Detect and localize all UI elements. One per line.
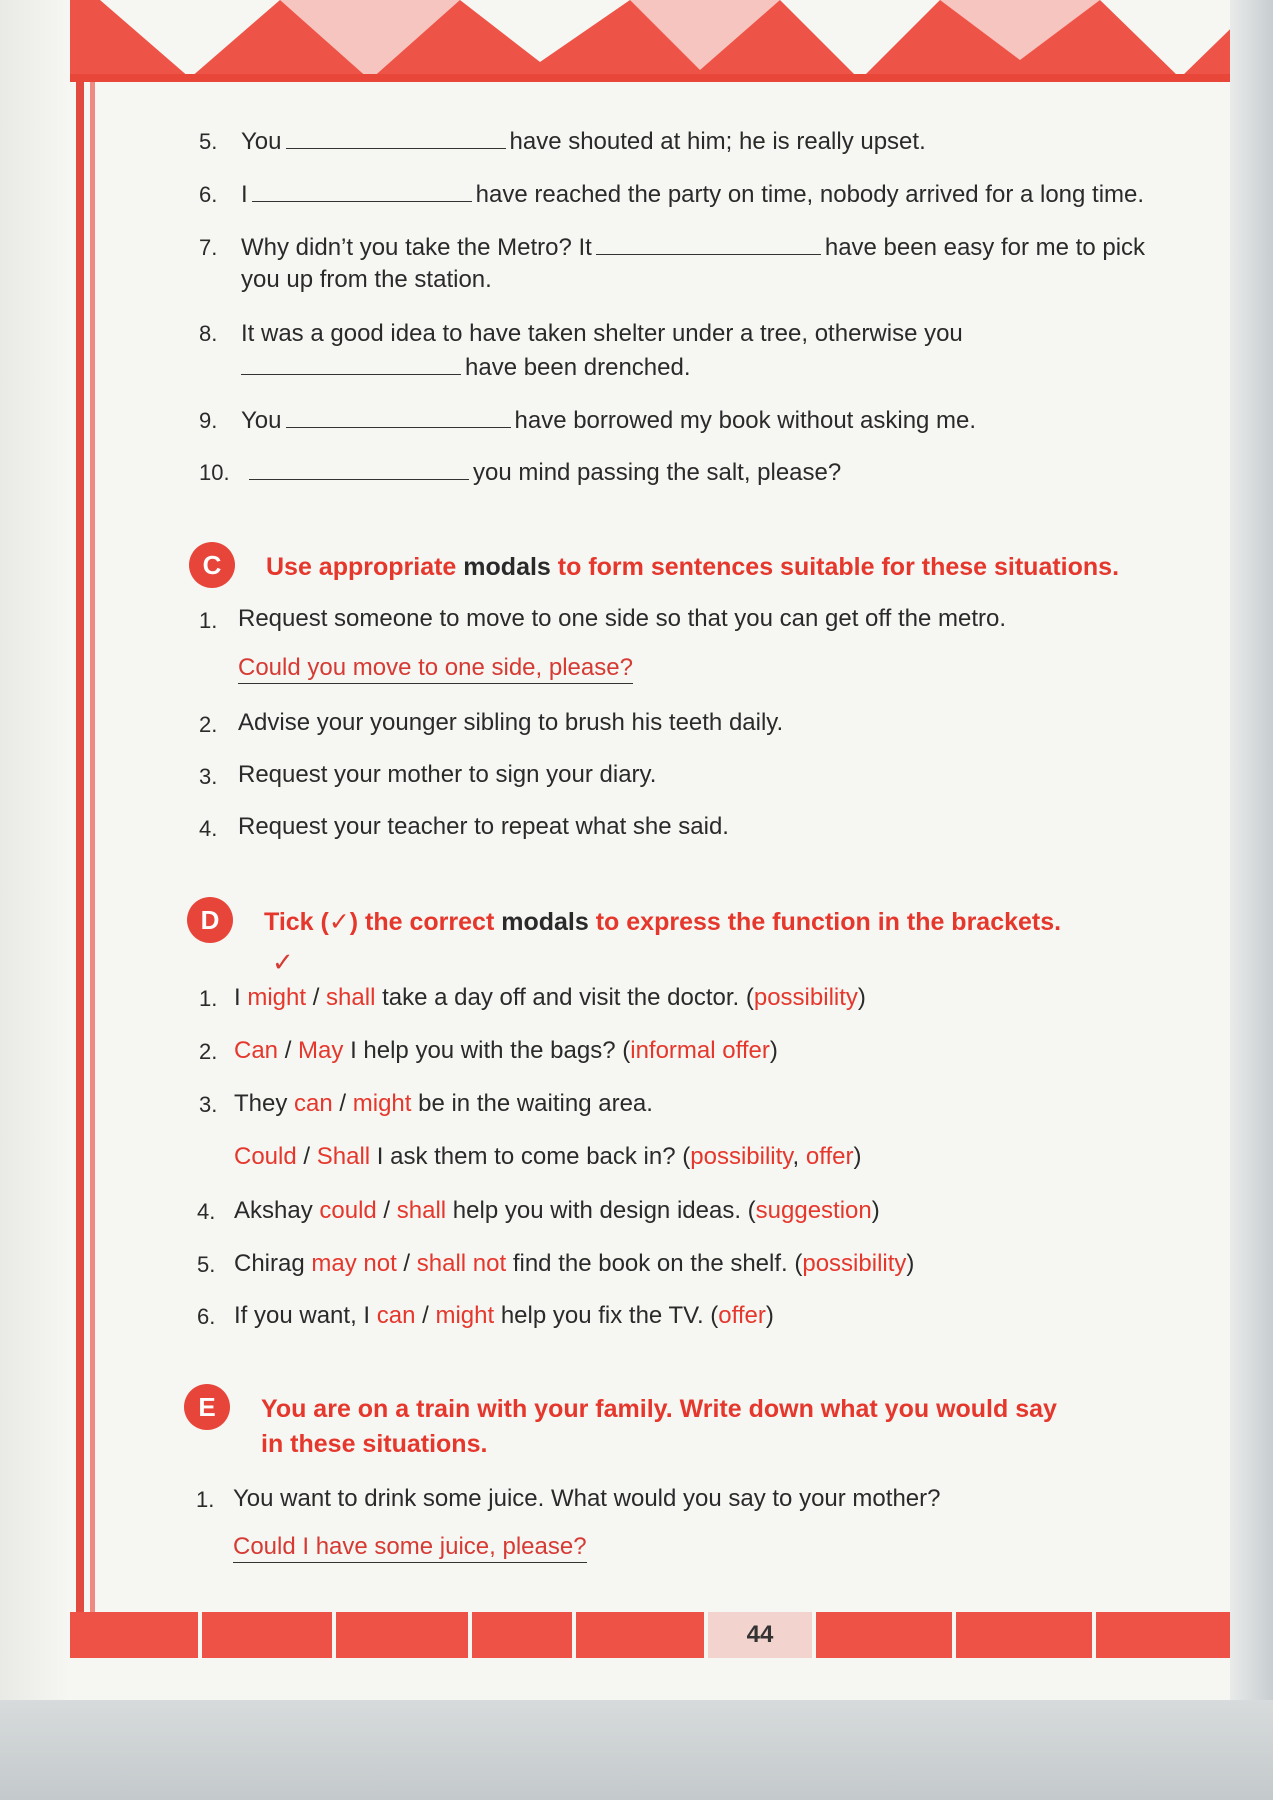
answer-blank[interactable] bbox=[286, 409, 511, 428]
exercise-b-item-7: Why didn’t you take the Metro? It have been easy for me to pick bbox=[241, 234, 1146, 261]
section-e-title-line-1: You are on a train with your family. Write down what you would say bbox=[261, 1395, 1057, 1423]
exercise-d-item-6: If you want, I can / might help you fix the TV. (offer) bbox=[234, 1302, 774, 1329]
exercise-c-item-1-answer: Could you move to one side, please? bbox=[238, 654, 633, 682]
scan-background bbox=[0, 1700, 1273, 1800]
item-number: 9. bbox=[199, 408, 218, 433]
item-number: 5. bbox=[197, 1252, 216, 1277]
option-1[interactable]: Could bbox=[234, 1143, 297, 1170]
page-number: 44 bbox=[708, 1612, 812, 1658]
option-2[interactable]: May bbox=[298, 1037, 344, 1064]
section-e-title-line-2: in these situations. bbox=[261, 1430, 488, 1458]
exercise-b-item-8-continued: have been drenched. bbox=[241, 354, 691, 382]
footer-segment bbox=[576, 1612, 704, 1658]
item-number: 4. bbox=[199, 816, 218, 841]
footer-segment bbox=[956, 1612, 1092, 1658]
option-1[interactable]: can bbox=[294, 1090, 333, 1117]
option-2[interactable]: shall bbox=[396, 1197, 447, 1224]
section-d-badge: D bbox=[187, 897, 233, 943]
section-c-badge: C bbox=[189, 542, 235, 588]
answer-blank[interactable] bbox=[286, 130, 506, 149]
tick-mark: ✓ bbox=[272, 948, 294, 978]
item-number: 4. bbox=[197, 1199, 216, 1224]
section-e-badge: E bbox=[184, 1384, 230, 1430]
item-number: 7. bbox=[199, 235, 218, 260]
item-number: 5. bbox=[199, 129, 218, 154]
item-number: 1. bbox=[196, 1487, 215, 1512]
item-number: 6. bbox=[197, 1304, 216, 1329]
footer-segment bbox=[336, 1612, 468, 1658]
item-number: 3. bbox=[199, 764, 218, 789]
footer-segment bbox=[472, 1612, 572, 1658]
exercise-d-item-2: Can / May I help you with the bags? (informal offer) bbox=[234, 1037, 778, 1064]
item-number: 6. bbox=[199, 182, 218, 207]
exercise-b-item-6: I have reached the party on time, nobody arrived for a long time. bbox=[241, 181, 1145, 208]
footer-segment bbox=[1096, 1612, 1250, 1658]
exercise-e-item-1-answer: Could I have some juice, please? bbox=[233, 1533, 587, 1561]
exercise-d-item-1: I might / shall take a day off and visit the doctor. (possibility) bbox=[234, 984, 866, 1011]
option-1[interactable]: Can bbox=[234, 1037, 279, 1064]
exercise-b-item-5: You have shouted at him; he is really upset. bbox=[241, 128, 926, 155]
item-number: 2. bbox=[199, 712, 218, 737]
option-2[interactable]: might bbox=[435, 1302, 495, 1329]
answer-blank[interactable] bbox=[252, 183, 472, 202]
option-1[interactable]: can bbox=[376, 1302, 416, 1329]
option-2[interactable]: might bbox=[352, 1090, 412, 1117]
footer-segment bbox=[202, 1612, 332, 1658]
exercise-b-item-8: It was a good idea to have taken shelter under a tree, otherwise you bbox=[241, 320, 963, 347]
page-edge bbox=[1230, 0, 1273, 1800]
exercise-d-item-3b: Could / Shall I ask them to come back in? (possibility, offer) bbox=[234, 1143, 862, 1170]
exercise-b-item-10: you mind passing the salt, please? bbox=[241, 459, 841, 487]
option-2[interactable]: Shall bbox=[316, 1143, 371, 1170]
footer-bar bbox=[70, 1612, 1250, 1658]
option-1[interactable]: may not bbox=[311, 1250, 397, 1277]
exercise-d-item-3: They can / might be in the waiting area. bbox=[234, 1090, 653, 1117]
answer-blank[interactable] bbox=[249, 461, 469, 480]
item-number: 3. bbox=[199, 1092, 218, 1117]
answer-blank[interactable] bbox=[596, 236, 821, 255]
option-2[interactable]: shall not bbox=[416, 1250, 507, 1277]
exercise-c-item-1: Request someone to move to one side so that you can get off the metro. bbox=[238, 605, 1007, 632]
exercise-b-item-7-continued: you up from the station. bbox=[241, 266, 492, 293]
option-2[interactable]: shall bbox=[326, 984, 376, 1011]
left-border-decoration bbox=[72, 60, 108, 1640]
item-number: 2. bbox=[199, 1039, 218, 1064]
exercise-c-item-3: Request your mother to sign your diary. bbox=[238, 761, 657, 788]
binding-edge bbox=[0, 0, 70, 1700]
footer-segment bbox=[70, 1612, 198, 1658]
answer-blank[interactable] bbox=[241, 356, 461, 375]
item-number: 8. bbox=[199, 321, 218, 346]
option-1[interactable]: could bbox=[319, 1197, 377, 1224]
option-1[interactable]: might bbox=[247, 984, 307, 1011]
header-triangle-band bbox=[70, 0, 1250, 82]
exercise-c-item-4: Request your teacher to repeat what she said. bbox=[238, 813, 729, 840]
exercise-e-item-1: You want to drink some juice. What would you say to your mother? bbox=[233, 1485, 941, 1512]
exercise-c-item-2: Advise your younger sibling to brush his teeth daily. bbox=[238, 709, 784, 736]
item-number: 1. bbox=[199, 986, 218, 1011]
section-c-title: Use appropriate modals to form sentences suitable for these situations. bbox=[266, 553, 1120, 581]
exercise-d-item-5: Chirag may not / shall not find the book on the shelf. (possibility) bbox=[234, 1250, 915, 1277]
footer-segment bbox=[816, 1612, 952, 1658]
section-d-title: Tick (✓) the correct modals to express the function in the brackets. bbox=[264, 908, 1062, 936]
item-number: 10. bbox=[199, 460, 230, 485]
exercise-b-item-9: You have borrowed my book without asking me. bbox=[241, 407, 977, 434]
item-number: 1. bbox=[199, 608, 218, 633]
exercise-d-item-4: Akshay could / shall help you with design ideas. (suggestion) bbox=[234, 1197, 880, 1224]
